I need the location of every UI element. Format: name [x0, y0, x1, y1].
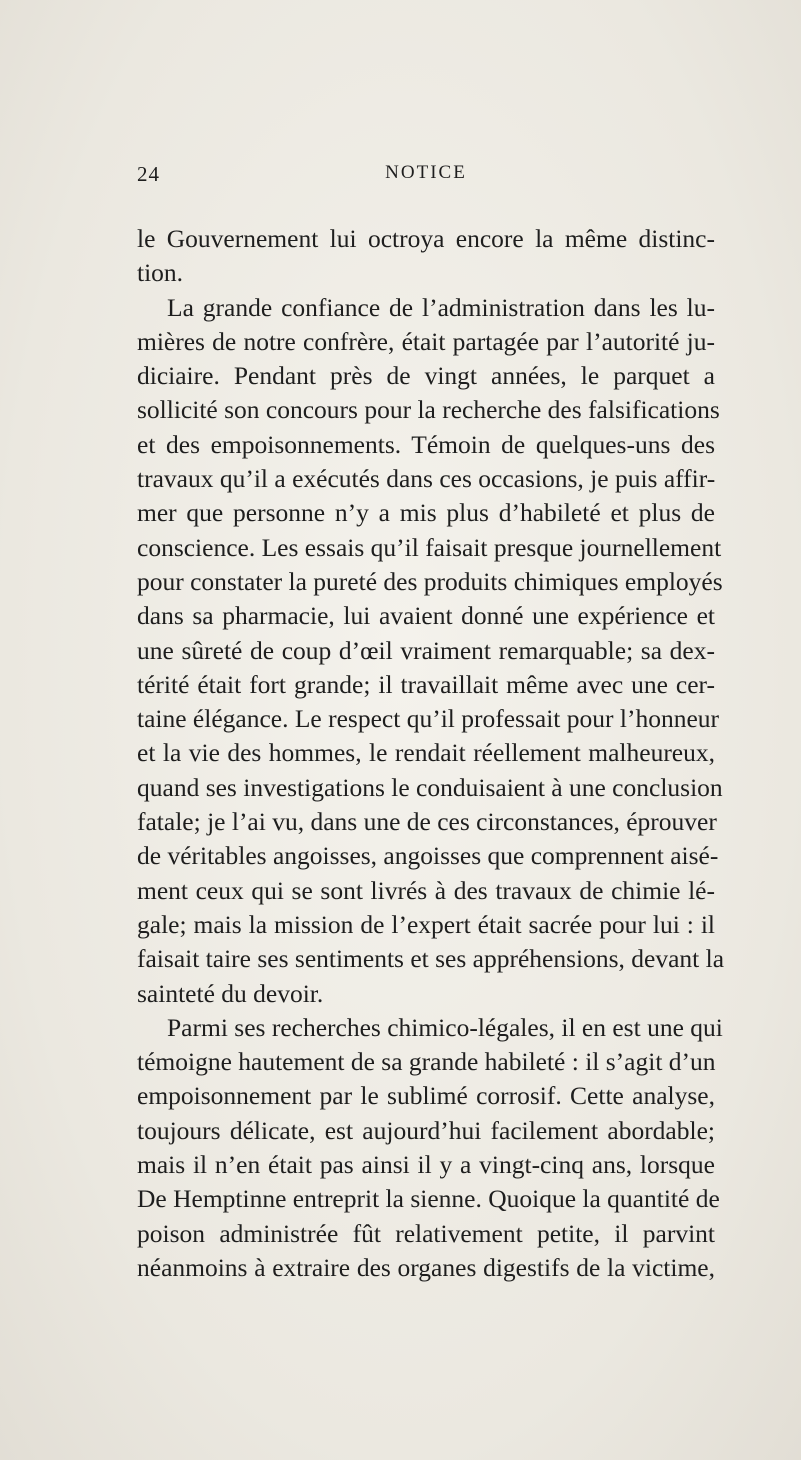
text-line: témoigne hautement de sa grande habileté : il s’agit d’un: [137, 1047, 716, 1077]
text-line: poison administrée fût relativement petite, il parvint: [137, 1218, 715, 1248]
text-line: mais il n’en était pas ainsi il y a vingt-cinq ans, lorsque: [137, 1150, 715, 1180]
text-line: néanmoins à extraire des organes digestifs de la victime,: [137, 1252, 715, 1282]
text-line: pour constater la pureté des produits chimiques employés: [137, 566, 723, 596]
text-line: toujours délicate, est aujourd’hui facilement abordable;: [137, 1115, 715, 1145]
text-line: conscience. Les essais qu’il faisait presque journellement: [137, 532, 722, 562]
text-line: quand ses investigations le conduisaient à une conclusion: [137, 772, 723, 802]
body-text: [137, 222, 725, 1285]
running-head: NOTICE: [385, 162, 467, 183]
text-line: une sûreté de coup d’œil vraiment remarquable; sa dex-: [137, 635, 715, 665]
text-line: taine élégance. Le respect qu’il professait pour l’honneur: [137, 704, 720, 734]
text-line: sollicité son concours pour la recherche des falsifications: [137, 395, 720, 425]
text-line: travaux qu’il a exécutés dans ces occasions, je puis affir-: [137, 464, 716, 494]
text-line: et la vie des hommes, le rendait réellement malheureux,: [137, 738, 715, 768]
text-line: et des empoisonnements. Témoin de quelques-uns des: [137, 429, 715, 459]
text-line: empoisonnement par le sublimé corrosif. Cette analyse,: [137, 1081, 715, 1111]
text-line: térité était fort grande; il travaillait même avec une cer-: [137, 669, 715, 699]
page-header: [137, 162, 715, 192]
text-line: gale; mais la mission de l’expert était sacrée pour lui : il: [137, 909, 715, 939]
text-line: le Gouvernement lui octroya encore la même distinc-: [137, 224, 715, 253]
paragraph-start-line: La grande confiance de l’administration dans les lu-: [167, 292, 715, 322]
text-line: tion.: [137, 258, 184, 288]
page-number: 24: [137, 162, 160, 186]
text-line: sainteté du devoir.: [137, 978, 324, 1008]
text-line: ment ceux qui se sont livrés à des travaux de chimie lé-: [137, 875, 715, 905]
paragraph-start-line: Parmi ses recherches chimico-légales, il en est une qui: [167, 1012, 723, 1042]
text-line: de véritables angoisses, angoisses que comprennent aisé-: [137, 841, 719, 871]
text-line: De Hemptinne entreprit la sienne. Quoique la quantité de: [137, 1184, 720, 1214]
text-line: fatale; je l’ai vu, dans une de ces circonstances, éprouver: [137, 807, 717, 837]
text-line: mer que personne n’y a mis plus d’habileté et plus de: [137, 498, 715, 528]
text-line: mières de notre confrère, était partagée par l’autorité ju-: [137, 326, 715, 356]
text-line: diciaire. Pendant près de vingt années, le parquet a: [137, 361, 715, 391]
text-line: dans sa pharmacie, lui avaient donné une expérience et: [137, 601, 715, 631]
text-line: faisait taire ses sentiments et ses appréhensions, devant la: [137, 944, 725, 974]
